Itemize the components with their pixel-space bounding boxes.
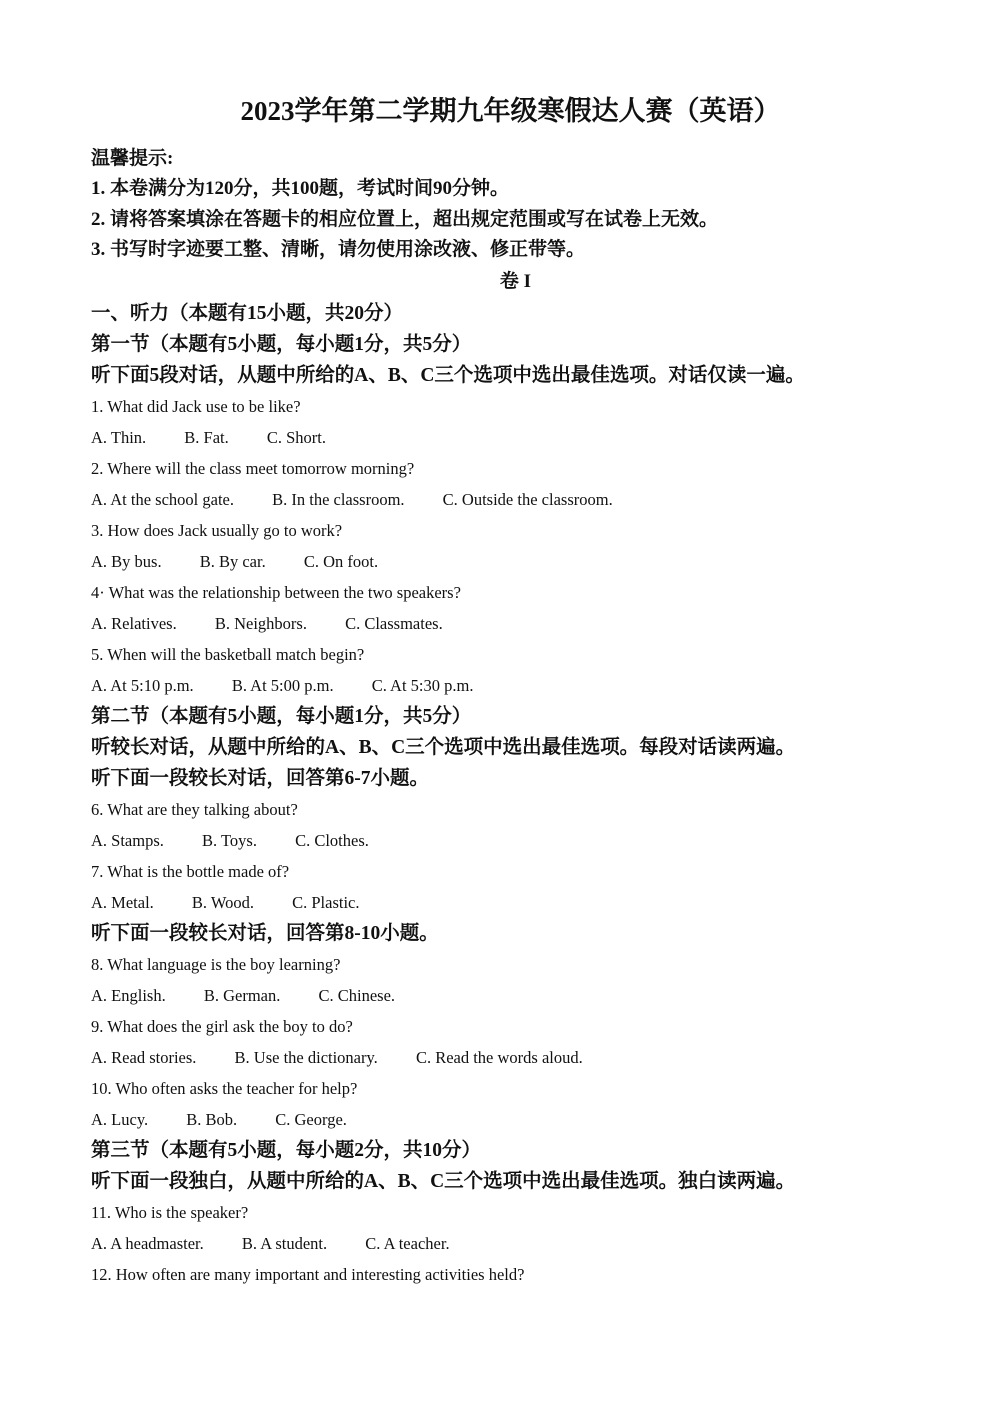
option-b: B. Neighbors. — [214, 613, 307, 633]
option-a: A. A headmaster. — [91, 1233, 204, 1253]
options-row — [91, 825, 940, 856]
option-b: B. A student. — [241, 1233, 328, 1253]
option-b: B. At 5:00 p.m. — [231, 675, 334, 695]
options-row — [91, 1104, 940, 1135]
option-c: C. Read the words aloud. — [415, 1047, 583, 1067]
question: 12. How often are many important and interesting activities held? — [91, 1264, 525, 1284]
options-row — [91, 422, 940, 453]
option-a: A. Thin. — [91, 427, 147, 447]
group-intro: 听下面一段较长对话，回答第8-10小题。 — [91, 922, 439, 944]
options-row — [91, 980, 940, 1011]
option-a: A. By bus. — [91, 551, 162, 571]
option-a: A. Read stories. — [91, 1047, 197, 1067]
option-c: C. Plastic. — [292, 892, 360, 912]
option-c: C. Short. — [266, 427, 327, 447]
option-a: A. English. — [91, 985, 166, 1005]
option-c: C. A teacher. — [365, 1233, 450, 1253]
exam-title: 2023学年第二学期九年级寒假达人赛（英语） — [240, 96, 781, 126]
option-c: C. Outside the classroom. — [442, 489, 613, 509]
option-b: B. Use the dictionary. — [234, 1047, 378, 1067]
options-row — [91, 1042, 940, 1073]
section-heading: 第三节（本题有5小题，每小题2分，共10分） — [91, 1139, 482, 1161]
question: 7. What is the bottle made of? — [91, 861, 290, 881]
option-c: C. At 5:30 p.m. — [371, 675, 474, 695]
options-row — [91, 887, 940, 918]
option-b: B. Fat. — [184, 427, 229, 447]
options-row — [91, 670, 940, 701]
question: 5. When will the basketball match begin? — [91, 644, 365, 664]
option-b: B. Wood. — [191, 892, 254, 912]
question: 3. How does Jack usually go to work? — [91, 520, 343, 540]
question: 4· What was the relationship between the two speakers? — [91, 582, 461, 602]
question: 9. What does the girl ask the boy to do? — [91, 1016, 353, 1036]
volume-label: 卷 I — [499, 270, 532, 292]
option-c: C. On foot. — [303, 551, 379, 571]
options-row — [91, 1228, 940, 1259]
tip-item: 2. 请将答案填涂在答题卡的相应位置上，超出规定范围或写在试卷上无效。 — [91, 208, 719, 230]
group-intro: 听下面一段较长对话，回答第6-7小题。 — [91, 767, 429, 789]
options-row — [91, 546, 940, 577]
options-row — [91, 484, 940, 515]
option-c: C. Chinese. — [318, 985, 396, 1005]
option-a: A. Stamps. — [91, 830, 164, 850]
section-heading: 第一节（本题有5小题，每小题1分，共5分） — [91, 333, 472, 355]
option-a: A. Relatives. — [91, 613, 177, 633]
section-instruction: 听较长对话，从题中所给的A、B、C三个选项中选出最佳选项。每段对话读两遍。 — [91, 736, 796, 758]
option-a: A. At the school gate. — [91, 489, 234, 509]
part-heading: 一、听力（本题有15小题，共20分） — [91, 302, 404, 324]
question: 11. Who is the speaker? — [91, 1202, 249, 1222]
options-row — [91, 608, 940, 639]
tip-item: 1. 本卷满分为120分，共100题，考试时间90分钟。 — [91, 178, 510, 199]
option-a: A. At 5:10 p.m. — [91, 675, 194, 695]
section-heading: 第二节（本题有5小题，每小题1分，共5分） — [91, 705, 472, 727]
option-b: B. By car. — [199, 551, 266, 571]
option-c: C. George. — [275, 1109, 347, 1129]
question: 1. What did Jack use to be like? — [91, 396, 301, 416]
section-instruction: 听下面5段对话，从题中所给的A、B、C三个选项中选出最佳选项。对话仅读一遍。 — [91, 364, 805, 386]
section-instruction: 听下面一段独白，从题中所给的A、B、C三个选项中选出最佳选项。独白读两遍。 — [91, 1170, 796, 1192]
tips-heading: 温馨提示: — [91, 148, 174, 169]
question: 2. Where will the class meet tomorrow morning? — [91, 458, 415, 478]
question: 6. What are they talking about? — [91, 799, 298, 819]
question: 8. What language is the boy learning? — [91, 954, 341, 974]
tip-item: 3. 书写时字迹要工整、清晰，请勿使用涂改液、修正带等。 — [91, 239, 586, 260]
option-b: B. German. — [203, 985, 281, 1005]
option-c: C. Classmates. — [345, 613, 443, 633]
question: 10. Who often asks the teacher for help? — [91, 1078, 358, 1098]
option-a: A. Lucy. — [91, 1109, 149, 1129]
option-a: A. Metal. — [91, 892, 154, 912]
option-c: C. Clothes. — [295, 830, 369, 850]
option-b: B. Toys. — [202, 830, 257, 850]
option-b: B. Bob. — [186, 1109, 238, 1129]
option-b: B. In the classroom. — [272, 489, 405, 509]
